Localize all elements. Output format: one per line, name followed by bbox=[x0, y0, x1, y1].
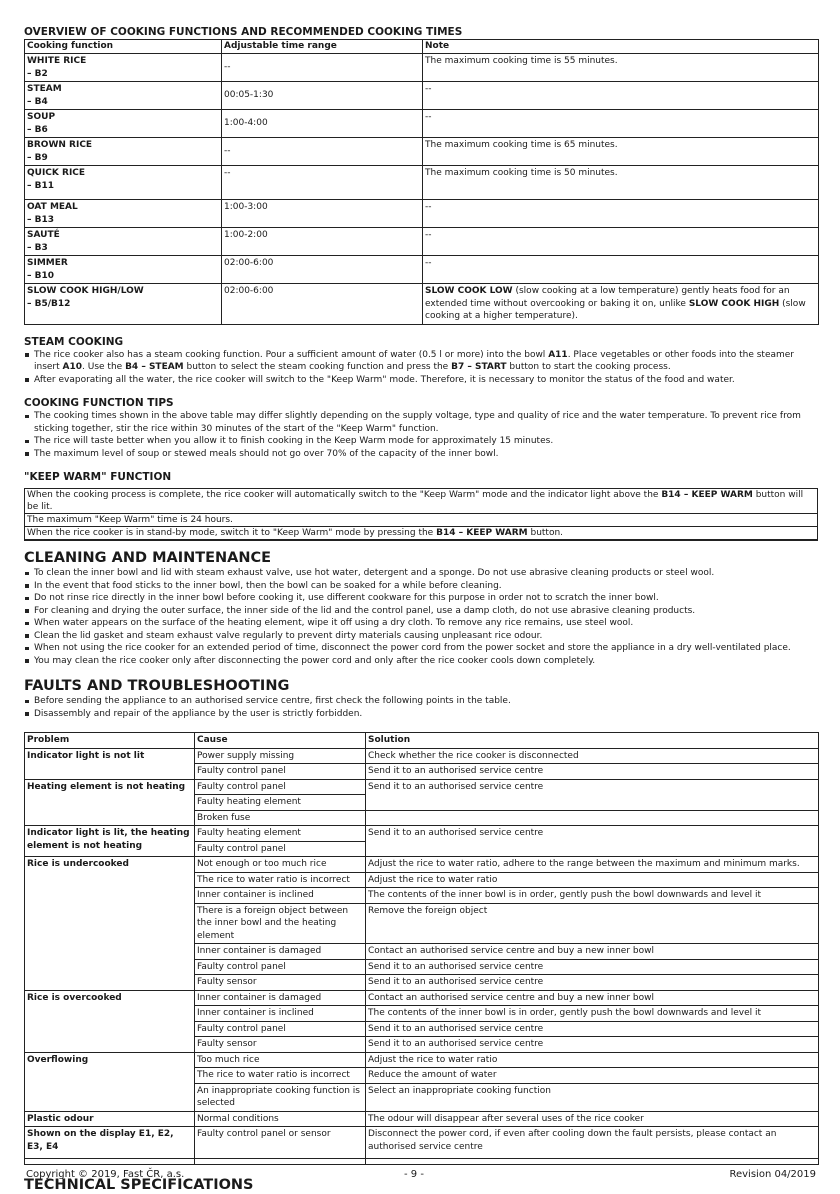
solution-cell: Adjust the rice to water ratio bbox=[366, 872, 819, 888]
solution-cell: Remove the foreign object bbox=[366, 903, 819, 944]
manual-page bbox=[24, 26, 818, 1194]
note-cell: The maximum cooking time is 55 minutes. bbox=[423, 54, 819, 82]
cause-cell: Faulty control panel or sensor bbox=[195, 1127, 366, 1165]
problem-cell: Rice is undercooked bbox=[25, 857, 195, 991]
time-cell: 02:00-6:00 bbox=[222, 284, 423, 325]
solution-cell: Adjust the rice to water ratio bbox=[366, 1052, 819, 1068]
problem-cell: Rice is overcooked bbox=[25, 990, 195, 1052]
header-note: Note bbox=[423, 40, 819, 54]
list-item: The cooking times shown in the above table may differ slightly depending on the supply voltage, type and quality of rice and the water temperature. To prevent rice from sticking together, stir the rice within 30 minutes of the start of the "Keep Warm" function. bbox=[24, 410, 818, 435]
cause-cell: Normal conditions bbox=[195, 1111, 366, 1127]
function-cell: BROWN RICE – B9 bbox=[25, 138, 222, 166]
cause-cell: Not enough or too much rice bbox=[195, 857, 366, 873]
cause-cell: The rice to water ratio is incorrect bbox=[195, 1068, 366, 1084]
list-item: After evaporating all the water, the rice cooker will switch to the "Keep Warm" mode. Therefore, it is necessary to monitor the status of the food and water. bbox=[24, 374, 818, 387]
header-cause: Cause bbox=[195, 733, 366, 749]
solution-cell: Contact an authorised service centre and buy a new inner bowl bbox=[366, 990, 819, 1006]
problem-cell: Indicator light is not lit bbox=[25, 748, 195, 779]
cause-cell: Broken fuse bbox=[195, 810, 366, 826]
solution-cell: Send it to an authorised service centre bbox=[366, 1021, 819, 1037]
table-row bbox=[25, 256, 819, 284]
problem-cell: Plastic odour bbox=[25, 1111, 195, 1127]
cause-cell: Too much rice bbox=[195, 1052, 366, 1068]
table-row bbox=[25, 82, 819, 110]
list-item: Do not rinse rice directly in the inner bowl before cooking it, use different cookware for this purpose in order not to scratch the inner bowl. bbox=[24, 592, 818, 605]
page-footer bbox=[24, 1158, 818, 1180]
revision-text: Revision 04/2019 bbox=[729, 1169, 816, 1180]
solution-cell: Contact an authorised service centre and buy a new inner bowl bbox=[366, 944, 819, 960]
cause-cell: An inappropriate cooking function is selected bbox=[195, 1083, 366, 1111]
table-row bbox=[25, 54, 819, 82]
solution-cell: The odour will disappear after several uses of the rice cooker bbox=[366, 1111, 819, 1127]
cooking-functions-table bbox=[24, 39, 819, 325]
function-cell: QUICK RICE – B11 bbox=[25, 166, 222, 200]
list-item: You may clean the rice cooker only after disconnecting the power cord and only after the rice cooker cools down completely. bbox=[24, 655, 818, 668]
table-header-row bbox=[25, 733, 819, 749]
cause-cell: Faulty heating element bbox=[195, 826, 366, 842]
cause-cell: Faulty heating element bbox=[195, 795, 366, 811]
faults-title: FAULTS AND TROUBLESHOOTING bbox=[24, 678, 290, 694]
troubleshooting-table bbox=[24, 732, 819, 1165]
cooking-tips-title: COOKING FUNCTION TIPS bbox=[24, 397, 174, 409]
list-item: Before sending the appliance to an authorised service centre, first check the following points in the table. bbox=[24, 695, 818, 708]
cause-cell: Faulty control panel bbox=[195, 841, 366, 857]
keep-warm-line: When the cooking process is complete, the rice cooker will automatically switch to the "Keep Warm" mode and the indicator light above the B14 – KEEP WARM button will be lit. bbox=[27, 490, 804, 512]
time-cell: -- bbox=[222, 166, 423, 200]
overview-title: OVERVIEW OF COOKING FUNCTIONS AND RECOMMENDED COOKING TIMES bbox=[24, 26, 463, 38]
time-cell: 1:00-3:00 bbox=[222, 200, 423, 228]
note-cell: -- bbox=[423, 256, 819, 284]
table-row bbox=[25, 110, 819, 138]
note-cell: SLOW COOK LOW (slow cooking at a low temperature) gently heats food for an extended time without overcooking or baking it on, unlike SLOW COOK HIGH (slow cooking at a higher temperature). bbox=[423, 284, 819, 325]
note-cell: -- bbox=[423, 110, 819, 138]
function-cell: OAT MEAL – B13 bbox=[25, 200, 222, 228]
cause-cell: Power supply missing bbox=[195, 748, 366, 764]
table-row bbox=[25, 748, 819, 764]
function-cell: SAUTÉ – B3 bbox=[25, 228, 222, 256]
note-cell: The maximum cooking time is 50 minutes. bbox=[423, 166, 819, 200]
header-solution: Solution bbox=[366, 733, 819, 749]
time-cell: 00:05-1:30 bbox=[222, 82, 423, 110]
keep-warm-box bbox=[24, 488, 818, 541]
cause-cell: There is a foreign object between the inner bowl and the heating element bbox=[195, 903, 366, 944]
solution-cell: Send it to an authorised service centre bbox=[366, 826, 819, 857]
table-row bbox=[25, 857, 819, 873]
table-row bbox=[25, 779, 819, 795]
note-cell: -- bbox=[423, 82, 819, 110]
cause-cell: Inner container is inclined bbox=[195, 1006, 366, 1022]
cleaning-title: CLEANING AND MAINTENANCE bbox=[24, 550, 272, 566]
problem-cell: Indicator light is lit, the heating element is not heating bbox=[25, 826, 195, 857]
solution-cell: The contents of the inner bowl is in order, gently push the bowl downwards and level it bbox=[366, 1006, 819, 1022]
cooking-tips-list bbox=[24, 410, 818, 460]
table-row bbox=[25, 1111, 819, 1127]
solution-cell: Adjust the rice to water ratio, adhere to the range between the maximum and minimum marks. bbox=[366, 857, 819, 873]
table-row bbox=[25, 826, 819, 842]
function-cell: SLOW COOK HIGH/LOW – B5/B12 bbox=[25, 284, 222, 325]
table-header-row bbox=[25, 40, 819, 54]
cause-cell: Inner container is inclined bbox=[195, 888, 366, 904]
list-item: To clean the inner bowl and lid with steam exhaust valve, use hot water, detergent and a sponge. Do not use abrasive cleaning products or steel wool. bbox=[24, 567, 818, 580]
list-item: Clean the lid gasket and steam exhaust valve regularly to prevent dirty materials causing unpleasant rice odour. bbox=[24, 630, 818, 643]
page-number: - 9 - bbox=[404, 1169, 424, 1180]
solution-cell: Send it to an authorised service centre bbox=[366, 764, 819, 780]
time-cell: -- bbox=[222, 138, 423, 166]
header-problem: Problem bbox=[25, 733, 195, 749]
note-cell: The maximum cooking time is 65 minutes. bbox=[423, 138, 819, 166]
time-cell: 1:00-2:00 bbox=[222, 228, 423, 256]
time-cell: 1:00-4:00 bbox=[222, 110, 423, 138]
list-item: When not using the rice cooker for an extended period of time, disconnect the power cord from the power socket and store the appliance in a dry well-ventilated place. bbox=[24, 642, 818, 655]
function-cell: SOUP – B6 bbox=[25, 110, 222, 138]
list-item: The rice will taste better when you allow it to finish cooking in the Keep Warm mode for approximately 15 minutes. bbox=[24, 435, 818, 448]
cause-cell: Faulty control panel bbox=[195, 764, 366, 780]
faults-list bbox=[24, 695, 818, 720]
solution-cell: Send it to an authorised service centre bbox=[366, 779, 819, 810]
solution-cell: The contents of the inner bowl is in order, gently push the bowl downwards and level it bbox=[366, 888, 819, 904]
copyright-text: Copyright © 2019, Fast ČR, a.s. bbox=[26, 1169, 185, 1180]
list-item: Disassembly and repair of the appliance by the user is strictly forbidden. bbox=[24, 708, 818, 721]
solution-cell: Select an inappropriate cooking function bbox=[366, 1083, 819, 1111]
keep-warm-title: "KEEP WARM" FUNCTION bbox=[24, 471, 172, 483]
table-row bbox=[25, 1052, 819, 1068]
note-cell: -- bbox=[423, 200, 819, 228]
cause-cell: Inner container is damaged bbox=[195, 990, 366, 1006]
list-item: When water appears on the surface of the heating element, wipe it off using a dry cloth. To remove any rice remains, use steel wool. bbox=[24, 617, 818, 630]
table-row bbox=[25, 990, 819, 1006]
steam-cooking-list bbox=[24, 349, 818, 387]
table-row bbox=[25, 284, 819, 325]
solution-cell: Send it to an authorised service centre bbox=[366, 1037, 819, 1053]
cause-cell: Faulty sensor bbox=[195, 1037, 366, 1053]
steam-cooking-title: STEAM COOKING bbox=[24, 335, 124, 348]
list-item: The maximum level of soup or stewed meals should not go over 70% of the capacity of the inner bowl. bbox=[24, 448, 818, 461]
table-row bbox=[25, 200, 819, 228]
keep-warm-line: When the rice cooker is in stand-by mode, switch it to "Keep Warm" mode by pressing the B14 – KEEP WARM button. bbox=[25, 526, 817, 540]
cleaning-list bbox=[24, 567, 818, 667]
problem-cell: Overflowing bbox=[25, 1052, 195, 1111]
table-row bbox=[25, 228, 819, 256]
header-cooking-function: Cooking function bbox=[25, 40, 222, 54]
cause-cell: Faulty control panel bbox=[195, 959, 366, 975]
table-row bbox=[25, 138, 819, 166]
function-cell: SIMMER – B10 bbox=[25, 256, 222, 284]
keep-warm-line: The maximum "Keep Warm" time is 24 hours. bbox=[25, 513, 817, 526]
cause-cell: The rice to water ratio is incorrect bbox=[195, 872, 366, 888]
solution-cell: Check whether the rice cooker is disconnected bbox=[366, 748, 819, 764]
function-cell: STEAM – B4 bbox=[25, 82, 222, 110]
list-item: The rice cooker also has a steam cooking function. Pour a sufficient amount of water (0.5 l or more) into the bowl A11. Place vegetables or other foods into the steamer insert A10. Use the B4 – STEAM button to select the steam cooking function and press the B7 – START button to start the cooking process. bbox=[24, 349, 818, 374]
list-item: In the event that food sticks to the inner bowl, then the bowl can be soaked for a while before cleaning. bbox=[24, 580, 818, 593]
header-time-range: Adjustable time range bbox=[222, 40, 423, 54]
solution-cell: Disconnect the power cord, if even after cooling down the fault persists, please contact an authorised service centre bbox=[366, 1127, 819, 1165]
cause-cell: Faulty control panel bbox=[195, 1021, 366, 1037]
solution-cell: Send it to an authorised service centre bbox=[366, 975, 819, 991]
cause-cell: Faulty sensor bbox=[195, 975, 366, 991]
cause-cell: Faulty control panel bbox=[195, 779, 366, 795]
solution-cell bbox=[366, 810, 819, 826]
function-cell: WHITE RICE – B2 bbox=[25, 54, 222, 82]
solution-cell: Send it to an authorised service centre bbox=[366, 959, 819, 975]
note-cell: -- bbox=[423, 228, 819, 256]
tech-specs-title: TECHNICAL SPECIFICATIONS bbox=[24, 1177, 254, 1193]
time-cell: 02:00-6:00 bbox=[222, 256, 423, 284]
list-item: For cleaning and drying the outer surface, the inner side of the lid and the control panel, use a damp cloth, do not use abrasive cleaning products. bbox=[24, 605, 818, 618]
problem-cell: Shown on the display E1, E2, E3, E4 bbox=[25, 1127, 195, 1165]
time-cell: -- bbox=[222, 54, 423, 82]
table-row bbox=[25, 166, 819, 200]
problem-cell: Heating element is not heating bbox=[25, 779, 195, 826]
solution-cell: Reduce the amount of water bbox=[366, 1068, 819, 1084]
cause-cell: Inner container is damaged bbox=[195, 944, 366, 960]
